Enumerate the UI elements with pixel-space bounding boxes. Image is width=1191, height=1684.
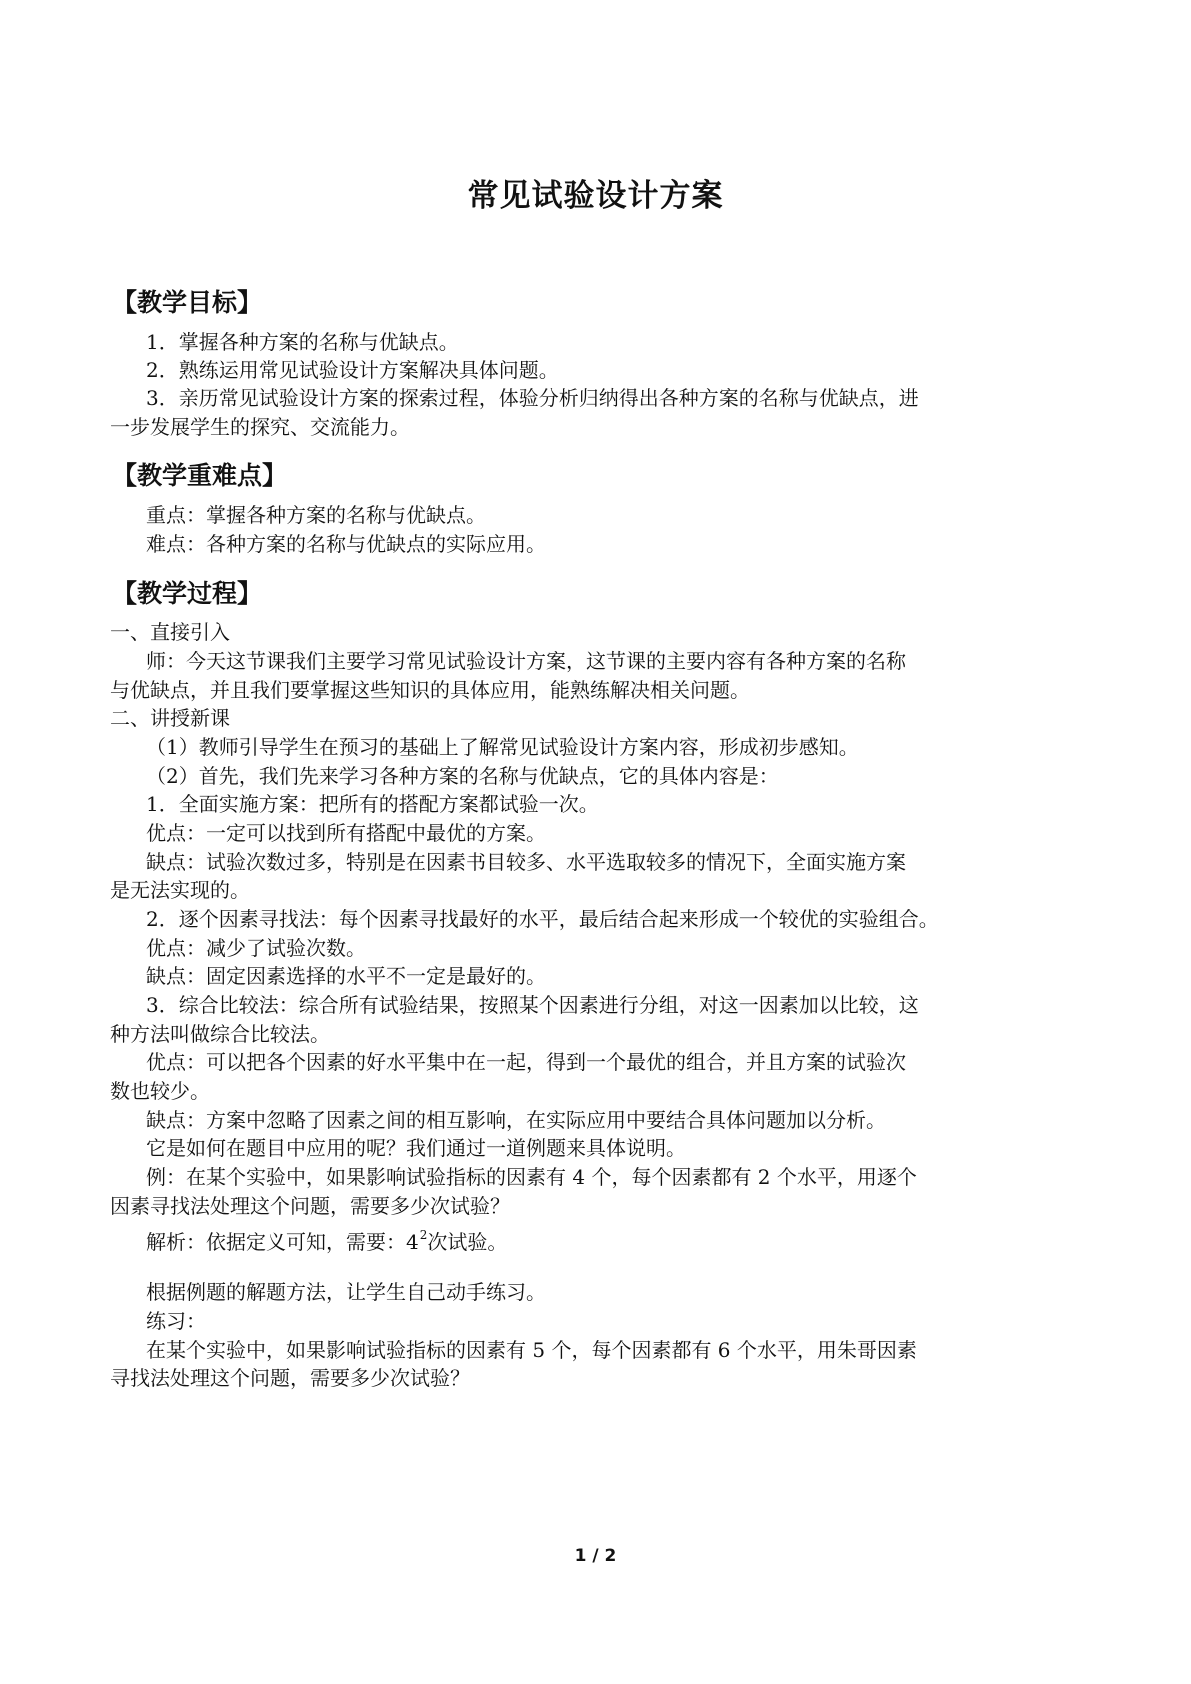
body-line: 缺点：试验次数过多，特别是在因素书目较多、水平选取较多的情况下，全面实施方案 bbox=[146, 850, 906, 874]
answer-prefix: 解析：依据定义可知，需要： bbox=[146, 1230, 406, 1254]
body-line: 优点：一定可以找到所有搭配中最优的方案。 bbox=[146, 821, 546, 845]
body-line: 因素寻找法处理这个问题，需要多少次试验？ bbox=[110, 1194, 510, 1218]
body-line: 数也较少。 bbox=[110, 1079, 210, 1103]
goal-line: 2．熟练运用常见试验设计方案解决具体问题。 bbox=[146, 358, 559, 382]
body-line: 与优缺点，并且我们要掌握这些知识的具体应用，能熟练解决相关问题。 bbox=[110, 678, 750, 702]
answer-exponent: 2 bbox=[419, 1228, 428, 1242]
body-line: 例：在某个实验中，如果影响试验指标的因素有 4 个，每个因素都有 2 个水平，用逐个 bbox=[146, 1165, 917, 1189]
body-line: 优点：减少了试验次数。 bbox=[146, 936, 366, 960]
body-line: 是无法实现的。 bbox=[110, 878, 250, 902]
key-heading: 【教学重难点】 bbox=[112, 461, 288, 490]
body-line: 它是如何在题目中应用的呢？我们通过一道例题来具体说明。 bbox=[146, 1136, 686, 1160]
body-line: 缺点：方案中忽略了因素之间的相互影响，在实际应用中要结合具体问题加以分析。 bbox=[146, 1108, 886, 1132]
body-line: 种方法叫做综合比较法。 bbox=[110, 1022, 330, 1046]
body-line: 3．综合比较法：综合所有试验结果，按照某个因素进行分组，对这一因素加以比较，这 bbox=[146, 993, 919, 1017]
body-line: 2．逐个因素寻找法：每个因素寻找最好的水平，最后结合起来形成一个较优的实验组合。 bbox=[146, 907, 939, 931]
page-title: 常见试验设计方案 bbox=[467, 178, 724, 214]
body-line: 练习： bbox=[146, 1309, 206, 1333]
answer-base: 4 bbox=[406, 1230, 419, 1254]
body-line: （1）教师引导学生在预习的基础上了解常见试验设计方案内容，形成初步感知。 bbox=[146, 735, 859, 759]
goal-line: 3．亲历常见试验设计方案的探索过程，体验分析归纳得出各种方案的名称与优缺点，进 bbox=[146, 386, 919, 410]
answer-suffix: 次试验。 bbox=[427, 1230, 508, 1254]
body-line: （2）首先，我们先来学习各种方案的名称与优缺点，它的具体内容是： bbox=[146, 764, 779, 788]
body-line: 根据例题的解题方法，让学生自己动手练习。 bbox=[146, 1280, 546, 1304]
goal-line: 1．掌握各种方案的名称与优缺点。 bbox=[146, 330, 459, 354]
answer-line bbox=[146, 1221, 507, 1256]
goal-line: 一步发展学生的探究、交流能力。 bbox=[110, 415, 410, 439]
body-line: 缺点：固定因素选择的水平不一定是最好的。 bbox=[146, 964, 546, 988]
process-heading: 【教学过程】 bbox=[112, 579, 263, 608]
body-line: 师：今天这节课我们主要学习常见试验设计方案，这节课的主要内容有各种方案的名称 bbox=[146, 649, 906, 673]
goals-heading: 【教学目标】 bbox=[112, 288, 263, 317]
body-line: 寻找法处理这个问题，需要多少次试验？ bbox=[110, 1366, 470, 1390]
subsection-heading: 二、讲授新课 bbox=[110, 706, 230, 730]
key-point: 重点：掌握各种方案的名称与优缺点。 bbox=[146, 503, 486, 527]
body-line: 优点：可以把各个因素的好水平集中在一起，得到一个最优的组合，并且方案的试验次 bbox=[146, 1050, 906, 1074]
body-line: 在某个实验中，如果影响试验指标的因素有 5 个，每个因素都有 6 个水平，用朱哥因素 bbox=[146, 1338, 917, 1362]
key-point: 难点：各种方案的名称与优缺点的实际应用。 bbox=[146, 532, 546, 556]
page-number: 1 / 2 bbox=[574, 1546, 617, 1566]
subsection-heading: 一、直接引入 bbox=[110, 620, 230, 644]
body-line: 1．全面实施方案：把所有的搭配方案都试验一次。 bbox=[146, 792, 599, 816]
